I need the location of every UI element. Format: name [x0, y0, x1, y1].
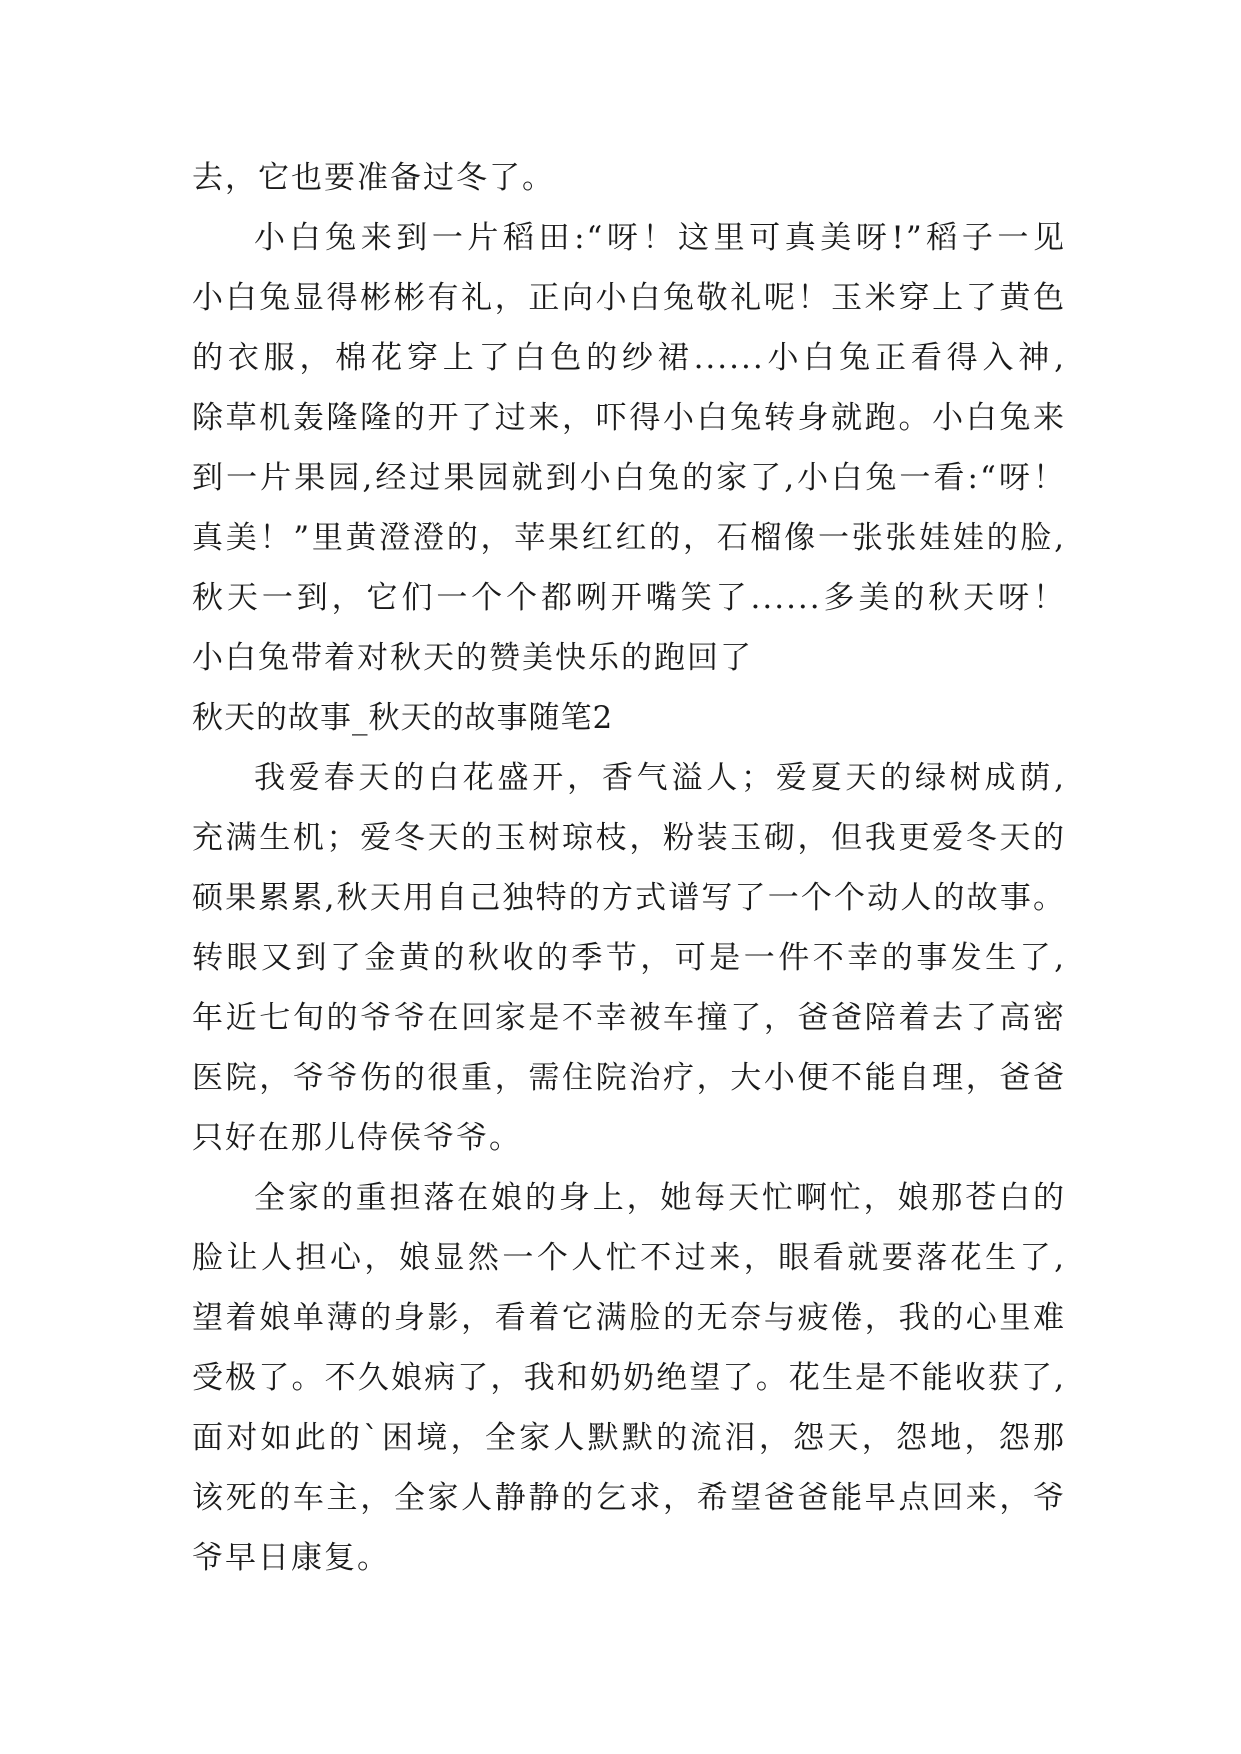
- text-line: 去，它也要准备过冬了。: [192, 160, 555, 196]
- text-line: 秋天一到，它们一个个都咧开嘴笑了......多美的秋天呀！: [192, 580, 1066, 616]
- text-line: 充满生机；爱冬天的玉树琼枝，粉装玉砌，但我更爱冬天的: [192, 820, 1066, 856]
- text-line: 医院，爷爷伤的很重，需住院治疗，大小便不能自理，爸爸: [192, 1060, 1066, 1096]
- text-line: 我爱春天的白花盛开，香气溢人；爱夏天的绿树成荫,: [254, 760, 1066, 796]
- section-heading: 秋天的故事_秋天的故事随笔2: [192, 700, 614, 736]
- text-line: 脸让人担心，娘显然一个人忙不过来，眼看就要落花生了,: [192, 1240, 1066, 1276]
- text-line: 只好在那儿侍侯爷爷。: [192, 1120, 522, 1156]
- text-line: 小白兔显得彬彬有礼，正向小白兔敬礼呢！玉米穿上了黄色: [192, 280, 1066, 316]
- text-line: 爷早日康复。: [192, 1540, 390, 1576]
- text-line: 全家的重担落在娘的身上，她每天忙啊忙，娘那苍白的: [254, 1180, 1066, 1216]
- text-line: 该死的车主，全家人静静的乞求，希望爸爸能早点回来，爷: [192, 1480, 1066, 1516]
- text-line: 真美！”里黄澄澄的，苹果红红的，石榴像一张张娃娃的脸,: [192, 520, 1066, 556]
- text-line: 面对如此的`困境，全家人默默的流泪，怨天，怨地，怨那: [192, 1420, 1066, 1456]
- document-page: [192, 148, 1066, 1588]
- text-line: 年近七旬的爷爷在回家是不幸被车撞了，爸爸陪着去了高密: [192, 1000, 1066, 1036]
- text-line: 硕果累累,秋天用自己独特的方式谱写了一个个动人的故事。: [192, 880, 1066, 916]
- text-line: 到一片果园,经过果园就到小白兔的家了,小白兔一看:“呀！: [192, 460, 1066, 496]
- text-line: 转眼又到了金黄的秋收的季节，可是一件不幸的事发生了,: [192, 940, 1066, 976]
- text-line: 小白兔带着对秋天的赞美快乐的跑回了: [192, 640, 753, 676]
- text-line: 望着娘单薄的身影，看着它满脸的无奈与疲倦，我的心里难: [192, 1300, 1066, 1336]
- text-line: 受极了。不久娘病了，我和奶奶绝望了。花生是不能收获了,: [192, 1360, 1066, 1396]
- text-line: 除草机轰隆隆的开了过来，吓得小白兔转身就跑。小白兔来: [192, 400, 1066, 436]
- text-line: 小白兔来到一片稻田:“呀！这里可真美呀!”稻子一见: [254, 220, 1066, 256]
- text-line: 的衣服，棉花穿上了白色的纱裙......小白兔正看得入神,: [192, 340, 1066, 376]
